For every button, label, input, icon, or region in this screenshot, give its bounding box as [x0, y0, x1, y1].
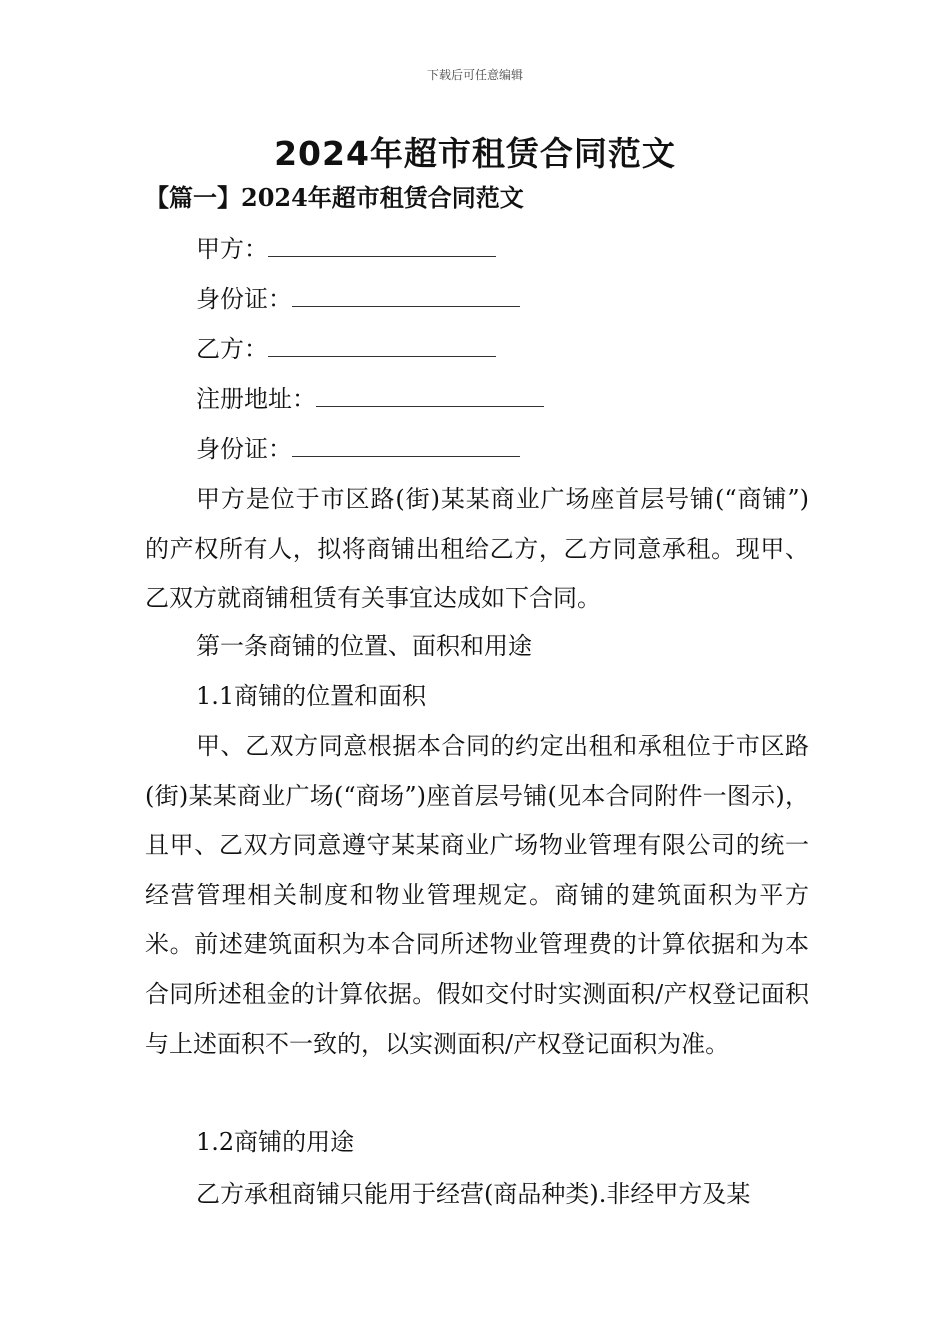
registered-address-blank — [316, 380, 544, 407]
party-a-field — [196, 230, 496, 267]
intro-paragraph: 甲方是位于市区路(街)某某商业广场座首层号铺(“商铺”)的产权所有人，拟将商铺出租给乙方，乙方同意承租。现甲、乙双方就商铺租赁有关事宜达成如下合同。 — [145, 485, 809, 613]
party-b-id-blank — [292, 430, 520, 457]
party-b-label: 乙方： — [196, 335, 268, 363]
clause-1-1-body: 甲、乙双方同意根据本合同的约定出租和承租位于市区路(街)某某商业广场(“商场”)座首层号铺(见本合同附件一图示)，且甲、乙双方同意遵守某某商业广场物业管理有限公司的统一经营管理相关制度和物业管理规定。商铺的建筑面积为平方米。前述建筑面积为本合同所述物业管理费的计算依据和为本合同所述租金的计算依据。假如交付时实测面积/产权登记面积与上述面积不一致的，以实测面积/产权登记面积为准。 — [145, 732, 809, 1058]
header-note: 下载后可任意编辑 — [426, 68, 523, 82]
registered-address-field — [196, 380, 544, 417]
party-a-label: 甲方： — [196, 235, 268, 263]
party-a-id-blank — [292, 280, 520, 307]
party-a-id-field — [196, 280, 520, 317]
clause-1-2-body: 乙方承租商铺只能用于经营(商品种类).非经甲方及某 — [196, 1180, 751, 1208]
party-b-id-field — [196, 430, 520, 467]
article-1-title: 第一条商铺的位置、面积和用途 — [196, 632, 532, 660]
registered-address-label: 注册地址： — [196, 385, 316, 413]
party-b-field — [196, 330, 496, 367]
section-heading: 【篇一】2024年超市租赁合同范文 — [145, 183, 524, 212]
clause-1-2-title: 1.2商铺的用途 — [196, 1128, 355, 1156]
clause-1-1-title: 1.1商铺的位置和面积 — [196, 682, 427, 710]
party-b-blank — [268, 330, 496, 357]
party-b-id-label: 身份证： — [196, 435, 292, 463]
document-title: 2024年超市租赁合同范文 — [274, 134, 676, 173]
party-a-id-label: 身份证： — [196, 285, 292, 313]
party-a-blank — [268, 230, 496, 257]
